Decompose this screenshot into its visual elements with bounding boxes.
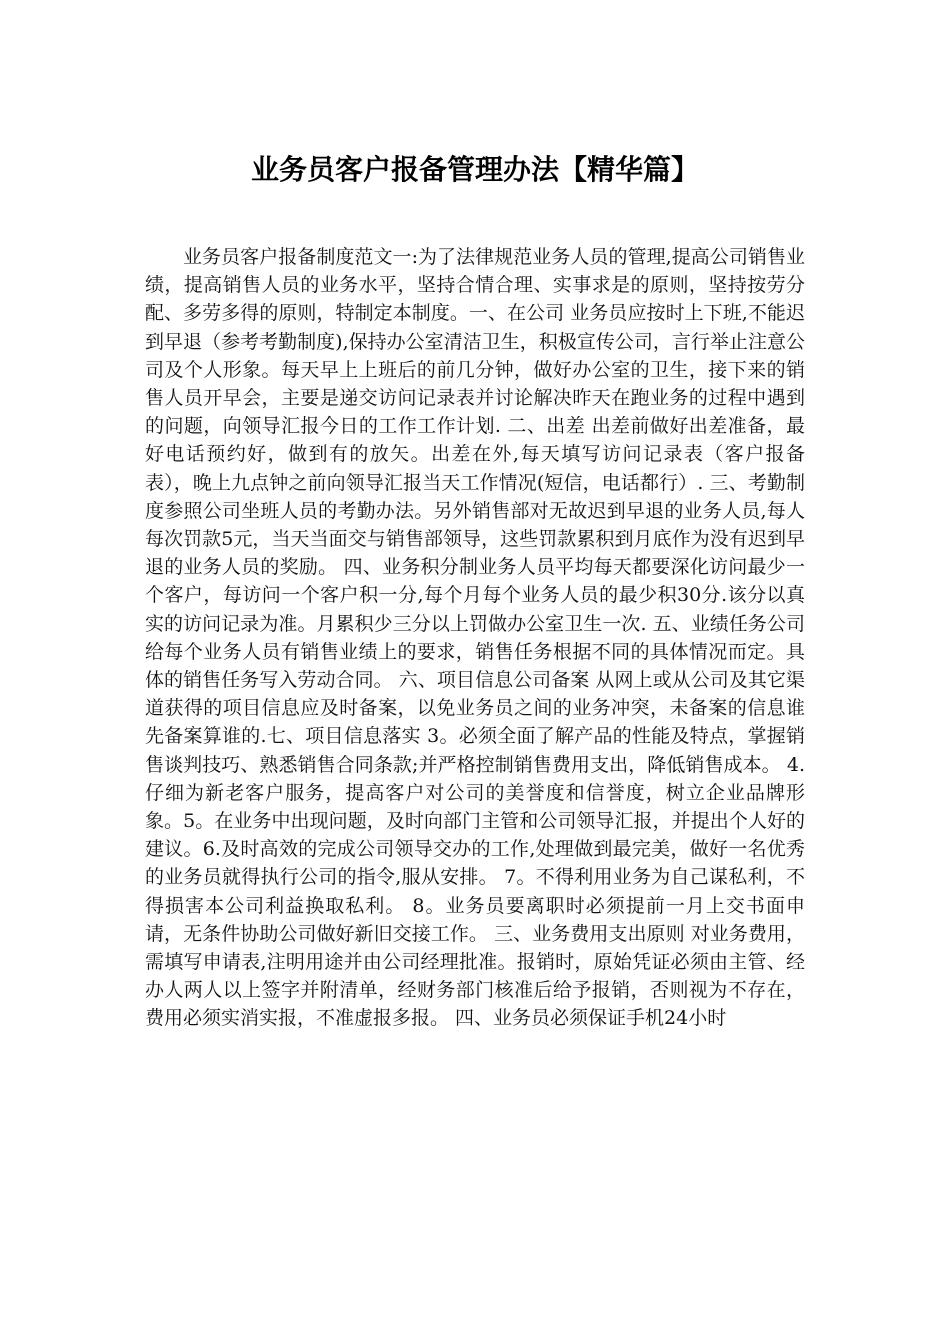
document-title: 业务员客户报备管理办法【精华篇】 <box>250 153 699 186</box>
document-body-paragraph: 业务员客户报备制度范文一:为了法律规范业务人员的管理,提高公司销售业绩，提高销售人员的业务水平，坚持合情合理、实事求是的原则，坚持按劳分配、多劳多得的原则，特制定本制度。一、在公司 业务员应按时上下班,不能迟到早退（参考考勤制度),保持办公室清洁卫生，积极宣传公司，言行举止注意公司及个人形象。每天早上上班后的前几分钟，做好办公室的卫生，接下来的销售人员开早会，主要是递交访问记录表并讨论解决昨天在跑业务的过程中遇到的问题，向领导汇报今日的工作工作计划. 二、出差 出差前做好出差准备，最好电话预约好，做到有的放矢。出差在外,每天填写访问记录表（客户报备表），晚上九点钟之前向领导汇报当天工作情况(短信，电话都行）. 三、考勤制度参照公司坐班人员的考勤办法。另外销售部对无故迟到早退的业务人员,每人每次罚款5元，当天当面交与销售部领导，这些罚款累积到月底作为没有迟到早退的业务人员的奖励。 四、业务积分制业务人员平均每天都要深化访问最少一个客户，每访问一个客户积一分,每个月每个业务人员的最少积30分.该分以真实的访问记录为准。月累积少三分以上罚做办公室卫生一次. 五、业绩任务公司给每个业务人员有销售业绩上的要求，销售任务根据不同的具体情况而定。具体的销售任务写入劳动合同。 六、项目信息公司备案 从网上或从公司及其它渠道获得的项目信息应及时备案，以免业务员之间的业务冲突，未备案的信息谁先备案算谁的.七、项目信息落实 3。必须全面了解产品的性能及特点，掌握销售谈判技巧、熟悉销售合同条款;并严格控制销售费用支出，降低销售成本。 4.仔细为新老客户服务，提高客户对公司的美誉度和信誉度，树立企业品牌形象。5。在业务中出现问题，及时向部门主管和公司领导汇报，并提出个人好的建议。6.及时高效的完成公司领导交办的工作,处理做到最完美，做好一名优秀的业务员就得执行公司的指令,服从安排。 7。不得利用业务为自己谋私利，不得损害本公司利益换取私利。 8。业务员要离职时必须提前一月上交书面申请，无条件协助公司做好新旧交接工作。 三、业务费用支出原则 对业务费用，需填写申请表,注明用途并由公司经理批准。报销时，原始凭证必须由主管、经办人两人以上签字并附清单，经财务部门核准后给予报销，否则视为不存在，费用必须实消实报，不准虚报多报。 四、业务员必须保证手机24小时 <box>145 246 805 1030</box>
